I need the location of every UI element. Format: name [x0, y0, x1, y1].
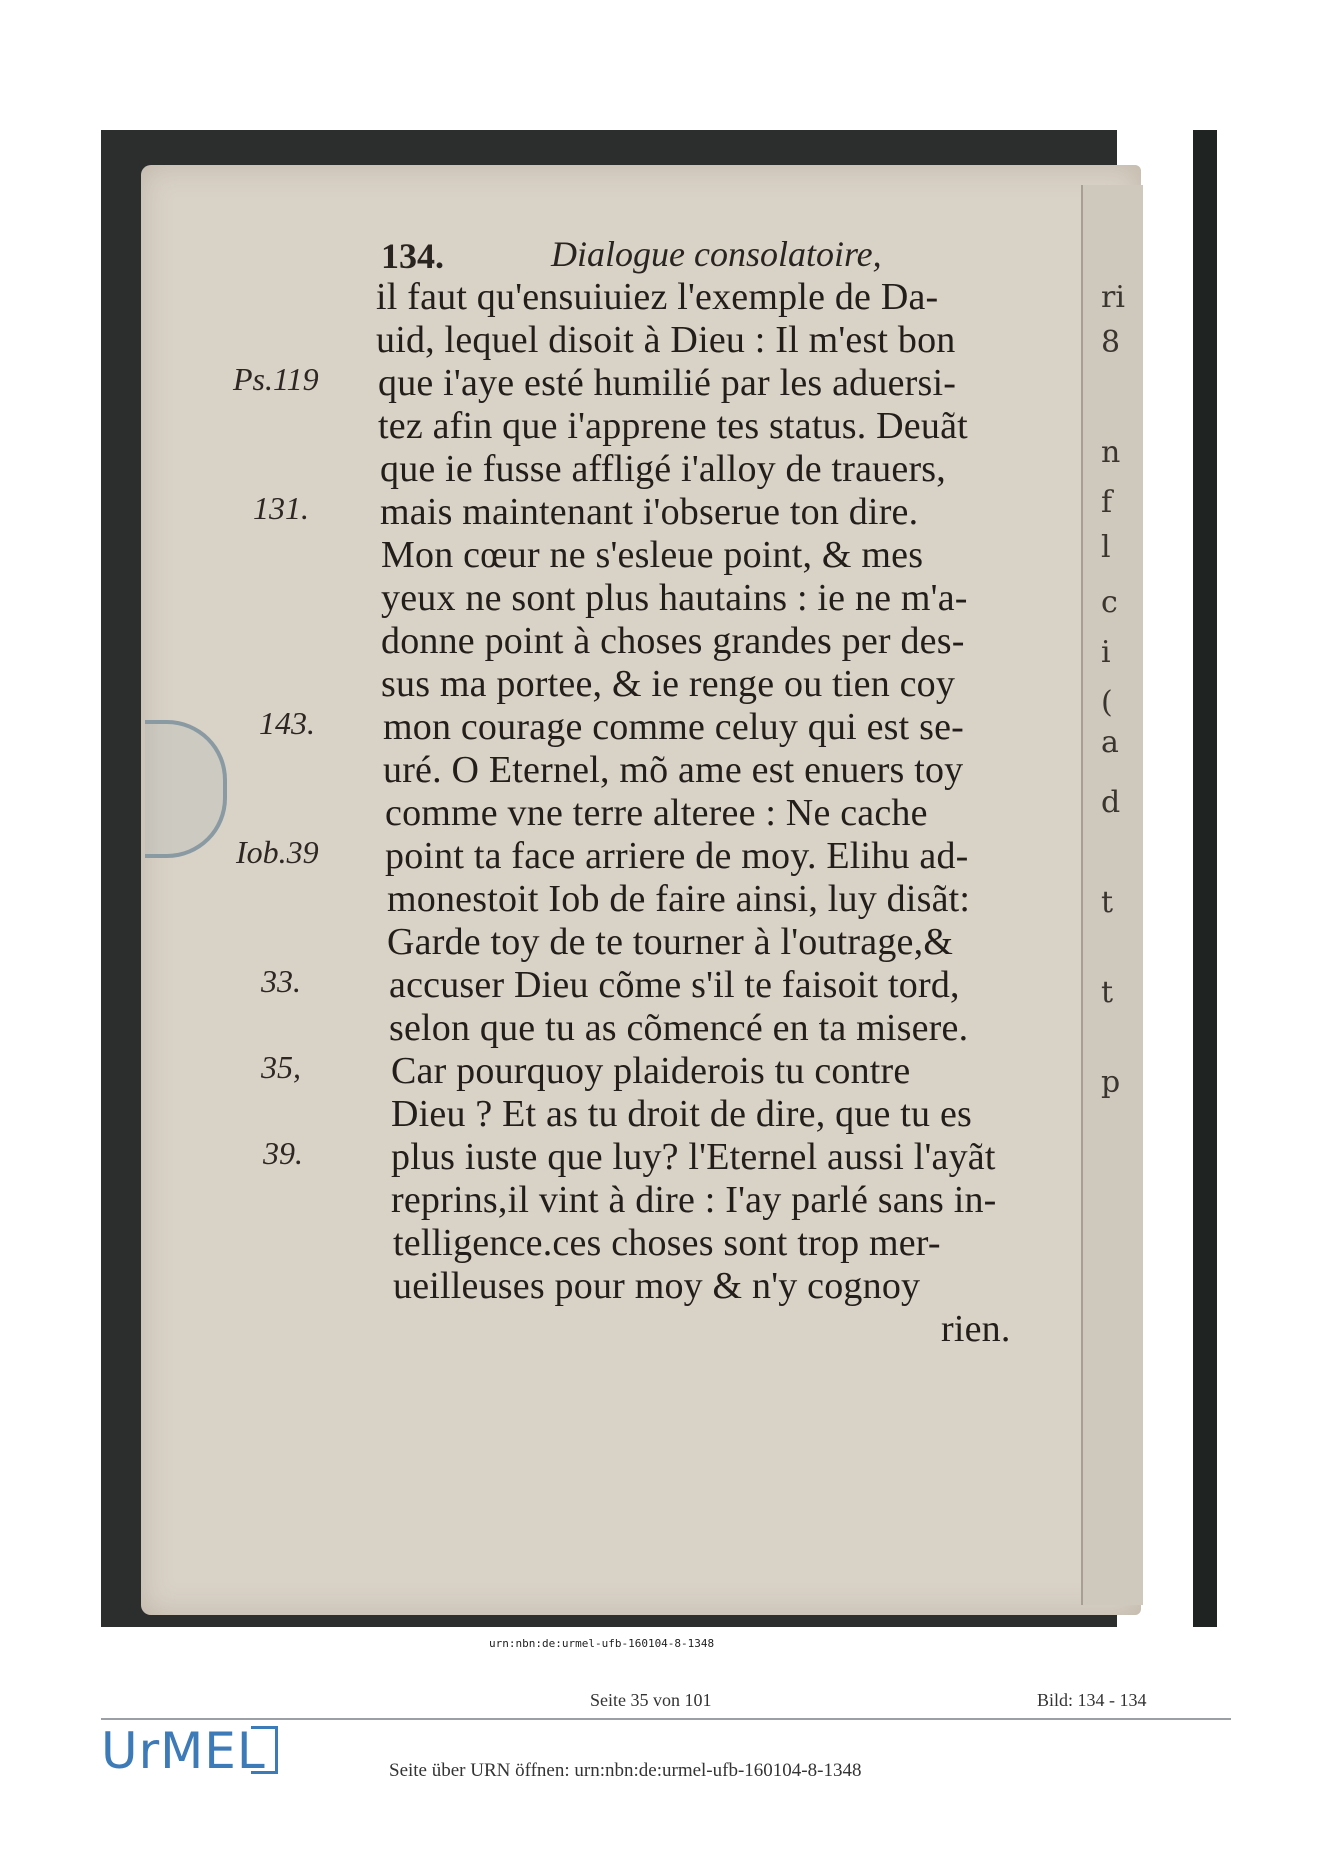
urmel-logo: UrMEL: [101, 1722, 266, 1780]
text-line: Car pourquoy plaiderois tu contre: [391, 1050, 911, 1092]
text-line: rien.: [941, 1308, 1011, 1350]
margin-note: 33.: [261, 963, 301, 999]
text-line: tez afin que i'apprene tes status. Deuãt: [378, 405, 968, 447]
next-page-fragment: d: [1101, 785, 1121, 820]
text-line: ueilleuses pour moy & n'y cognoy: [393, 1265, 921, 1307]
text-line: uid, lequel disoit à Dieu : Il m'est bon: [376, 319, 956, 361]
next-page-fragment: t: [1101, 975, 1114, 1010]
text-line: sus ma portee, & ie renge ou tien coy: [381, 663, 956, 705]
open-urn-link[interactable]: Seite über URN öffnen: urn:nbn:de:urmel-ufb-160104-8-1348: [389, 1760, 862, 1781]
margin-note: 39.: [263, 1135, 303, 1171]
next-page-fragment: t: [1101, 885, 1114, 920]
text-line: Mon cœur ne s'esleue point, & mes: [381, 534, 924, 576]
text-line: Garde toy de te tourner à l'outrage,&: [387, 921, 954, 963]
text-line: telligence.ces choses sont trop mer-: [393, 1222, 941, 1264]
text-line: selon que tu as cõmencé en ta misere.: [389, 1007, 969, 1049]
next-page-edge: [1081, 185, 1143, 1605]
page-info: Seite 35 von 101: [590, 1690, 712, 1710]
urn-caption: urn:nbn:de:urmel-ufb-160104-8-1348: [489, 1637, 715, 1650]
text-line: accuser Dieu cõme s'il te faisoit tord,: [389, 964, 960, 1006]
running-title: Dialogue consolatoire,: [551, 234, 882, 274]
text-line: uré. O Eternel, mõ ame est enuers toy: [383, 749, 964, 791]
text-line: plus iuste que luy? l'Eternel aussi l'ayãt: [391, 1136, 996, 1178]
text-line: que i'aye esté humilié par les aduersi-: [378, 362, 957, 404]
book-page: [141, 165, 1141, 1615]
paper-clip: [145, 720, 227, 858]
text-line: point ta face arriere de moy. Elihu ad-: [385, 835, 969, 877]
text-line: monestoit Iob de faire ainsi, luy disãt:: [387, 878, 971, 920]
text-line: mais maintenant i'obserue ton dire.: [380, 491, 919, 533]
folio-number: 134.: [381, 236, 444, 276]
margin-note: 131.: [253, 490, 309, 526]
margin-note: 143.: [259, 705, 315, 741]
text-line: donne point à choses grandes per des-: [381, 620, 965, 662]
next-page-fragment: ri: [1101, 280, 1125, 315]
book-cover-edge: [1193, 130, 1217, 1627]
margin-note: Ps.119: [233, 361, 319, 397]
text-line: yeux ne sont plus hautains : ie ne m'a-: [381, 577, 968, 619]
next-page-fragment: (: [1101, 685, 1113, 720]
next-page-fragment: c: [1101, 585, 1118, 620]
next-page-fragment: a: [1101, 725, 1119, 760]
next-page-fragment: f: [1101, 485, 1113, 520]
image-info: Bild: 134 - 134: [1037, 1690, 1147, 1710]
text-line: comme vne terre alteree : Ne cache: [385, 792, 928, 834]
margin-note: Iob.39: [236, 834, 319, 870]
next-page-fragment: n: [1101, 435, 1121, 470]
next-page-fragment: 8: [1101, 325, 1121, 360]
text-line: mon courage comme celuy qui est se-: [383, 706, 965, 748]
footer-divider: [101, 1718, 1231, 1720]
text-line: que ie fusse affligé i'alloy de trauers,: [380, 448, 946, 490]
next-page-fragment: l: [1101, 530, 1111, 565]
text-line: reprins,il vint à dire : I'ay parlé sans in-: [391, 1179, 997, 1221]
scan-image: [101, 130, 1125, 1627]
next-page-fragment: p: [1101, 1065, 1121, 1100]
text-line: Dieu ? Et as tu droit de dire, que tu es: [391, 1093, 973, 1135]
urmel-logo-bracket: [251, 1726, 278, 1774]
margin-note: 35,: [261, 1049, 301, 1085]
text-line: il faut qu'ensuiuiez l'exemple de Da-: [376, 276, 939, 318]
next-page-fragment: i: [1101, 635, 1111, 670]
